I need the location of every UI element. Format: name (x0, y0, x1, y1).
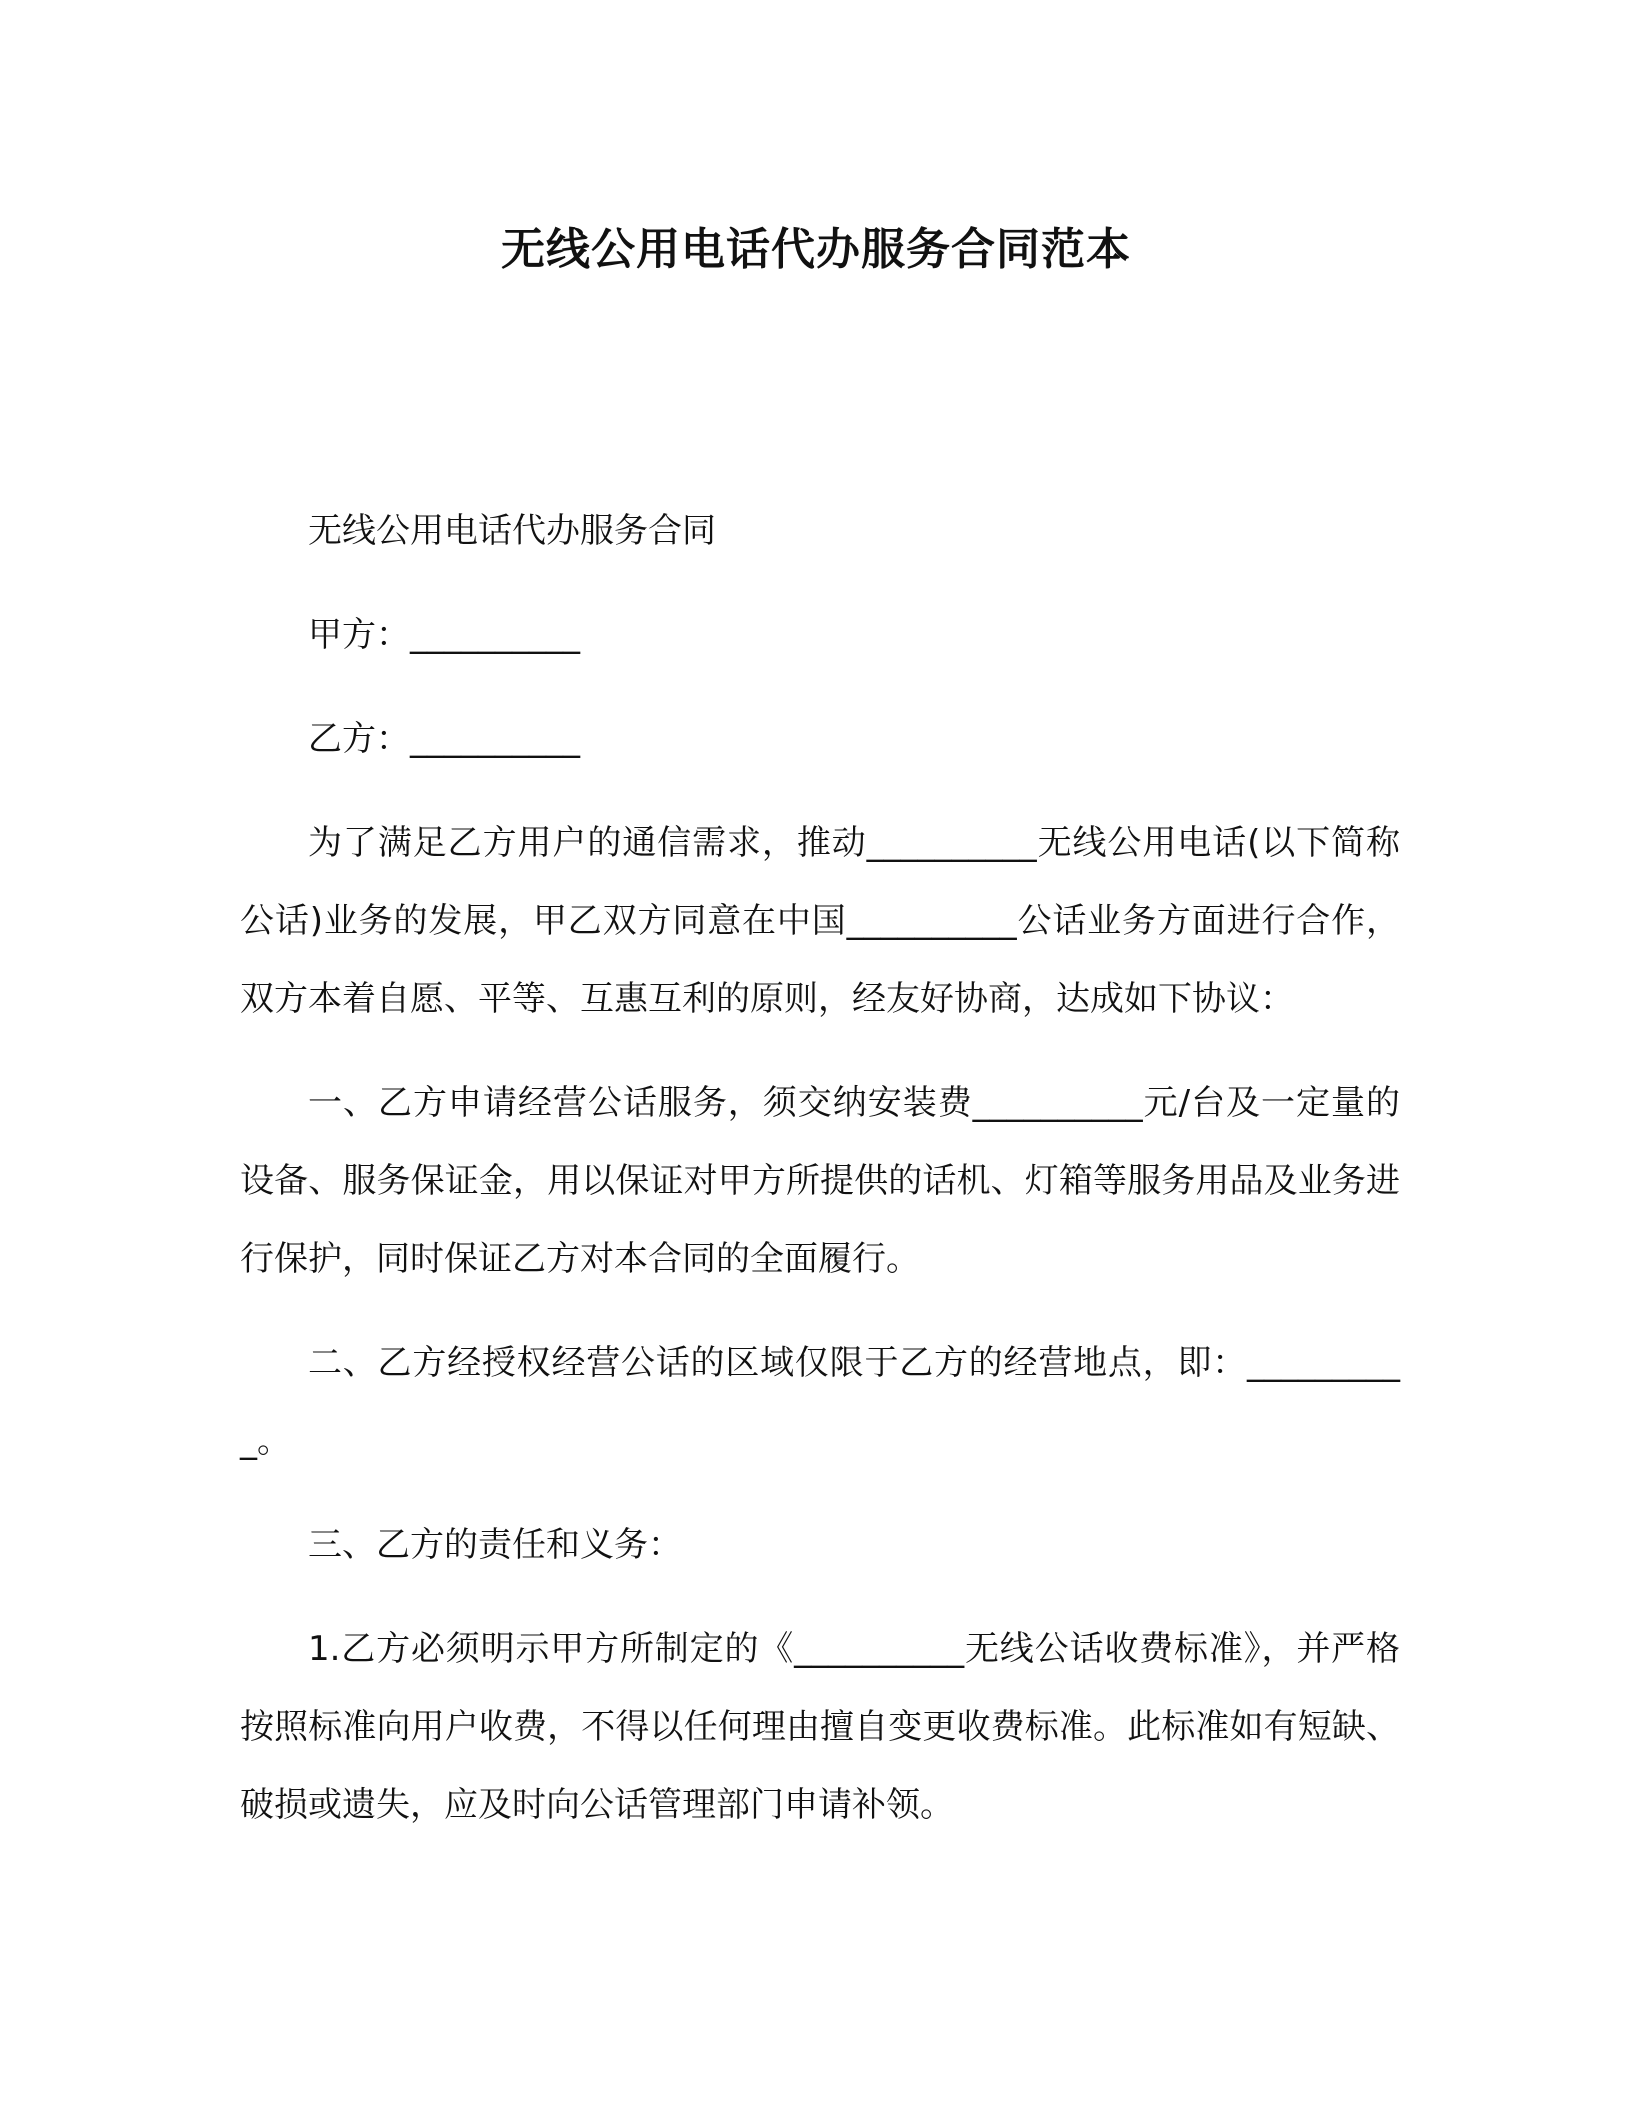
clause-3-item-1: 1.乙方必须明示甲方所制定的《__________无线公话收费标准》，并严格按照标准向用户收费，不得以任何理由擅自变更收费标准。此标准如有短缺、破损或遗失，应及时向公话管理部门申请补领。 (240, 1629, 1400, 1825)
page-title: 无线公用电话代办服务合同范本 (501, 224, 1131, 275)
party-a-line: 甲方：__________ (308, 615, 580, 655)
clause-2-paragraph: 二、乙方经授权经营公话的区域仅限于乙方的经营地点，即：__________。 (240, 1343, 1400, 1461)
document-body (240, 492, 1400, 1844)
party-b-line: 乙方：__________ (308, 719, 580, 759)
preamble-paragraph: 为了满足乙方用户的通信需求，推动__________无线公用电话(以下简称公话)业务的发展，甲乙双方同意在中国__________公话业务方面进行合作，双方本着自愿、平等、互惠互利的原则，经友好协商，达成如下协议： (240, 823, 1400, 1019)
clause-1-paragraph: 一、乙方申请经营公话服务，须交纳安装费__________元/台及一定量的设备、服务保证金，用以保证对甲方所提供的话机、灯箱等服务用品及业务进行保护，同时保证乙方对本合同的全面履行。 (240, 1083, 1400, 1279)
contract-heading: 无线公用电话代办服务合同 (308, 511, 716, 551)
clause-3-heading: 三、乙方的责任和义务： (308, 1525, 682, 1565)
